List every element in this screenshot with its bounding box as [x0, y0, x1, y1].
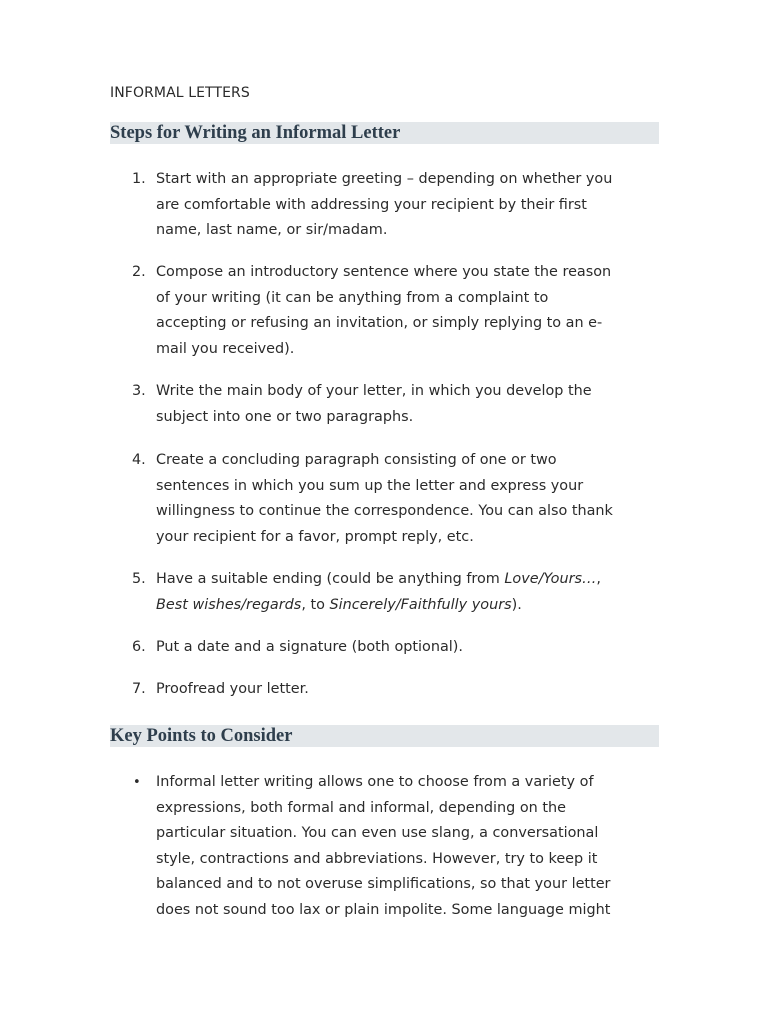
text-line: expressions, both formal and informal, depending on the: [156, 799, 566, 816]
list-item-text: [156, 260, 656, 362]
italic-text: Best wishes/regards: [156, 596, 302, 613]
bullet-icon: •: [133, 775, 141, 790]
list-item-text: [156, 677, 656, 703]
list-item-text: [156, 635, 656, 661]
list-item-text: [156, 379, 656, 430]
text-line: sentences in which you sum up the letter and express your: [156, 477, 584, 494]
list-number: 4.: [132, 452, 146, 468]
list-number: 1.: [132, 171, 146, 187]
text-line: does not sound too lax or plain impolite. Some language might: [156, 901, 611, 918]
text-line: [156, 593, 656, 619]
list-number: 2.: [132, 264, 146, 280]
list-item-text: [156, 448, 656, 550]
text-line: are comfortable with addressing your recipient by their first: [156, 196, 587, 213]
text-line: Create a concluding paragraph consisting of one or two: [156, 452, 557, 468]
text-run: Have a suitable ending (could be anything from: [156, 571, 505, 587]
text-line: Compose an introductory sentence where you state the reason: [156, 264, 612, 280]
text-line: Put a date and a signature (both optional).: [156, 639, 463, 655]
text-line: of your writing (it can be anything from a complaint to: [156, 289, 549, 306]
text-line: Informal letter writing allows one to choose from a variety of: [156, 774, 594, 790]
text-run: ).: [511, 596, 522, 613]
section-heading-steps: Steps for Writing an Informal Letter: [110, 122, 659, 144]
text-line: your recipient for a favor, prompt reply, etc.: [156, 528, 474, 545]
text-run: ,: [596, 571, 601, 587]
text-line: balanced and to not overuse simplifications, so that your letter: [156, 876, 611, 893]
text-line: [156, 567, 656, 593]
text-line: willingness to continue the correspondence. You can also thank: [156, 503, 613, 520]
text-run: , to: [301, 596, 330, 613]
text-line: subject into one or two paragraphs.: [156, 408, 414, 425]
italic-text: Sincerely/Faithfully yours: [329, 596, 512, 613]
document-title: INFORMAL LETTERS: [110, 85, 250, 101]
list-number: 3.: [132, 383, 146, 399]
list-item-text: [156, 770, 656, 924]
text-line: mail you received).: [156, 340, 295, 357]
text-line: name, last name, or sir/madam.: [156, 222, 388, 239]
list-item-text: [156, 567, 656, 618]
text-line: Start with an appropriate greeting – depending on whether you: [156, 171, 613, 187]
text-line: style, contractions and abbreviations. However, try to keep it: [156, 850, 598, 867]
list-number: 5.: [132, 571, 146, 587]
text-line: Proofread your letter.: [156, 681, 309, 697]
section-heading-key-points: Key Points to Consider: [110, 725, 659, 747]
text-line: particular situation. You can even use slang, a conversational: [156, 825, 599, 842]
list-item-text: [156, 167, 656, 244]
italic-text: Love/Yours…: [504, 571, 597, 587]
list-number: 7.: [132, 681, 146, 697]
text-line: accepting or refusing an invitation, or simply replying to an e-: [156, 315, 603, 332]
text-line: Write the main body of your letter, in which you develop the: [156, 383, 592, 399]
list-number: 6.: [132, 639, 146, 655]
